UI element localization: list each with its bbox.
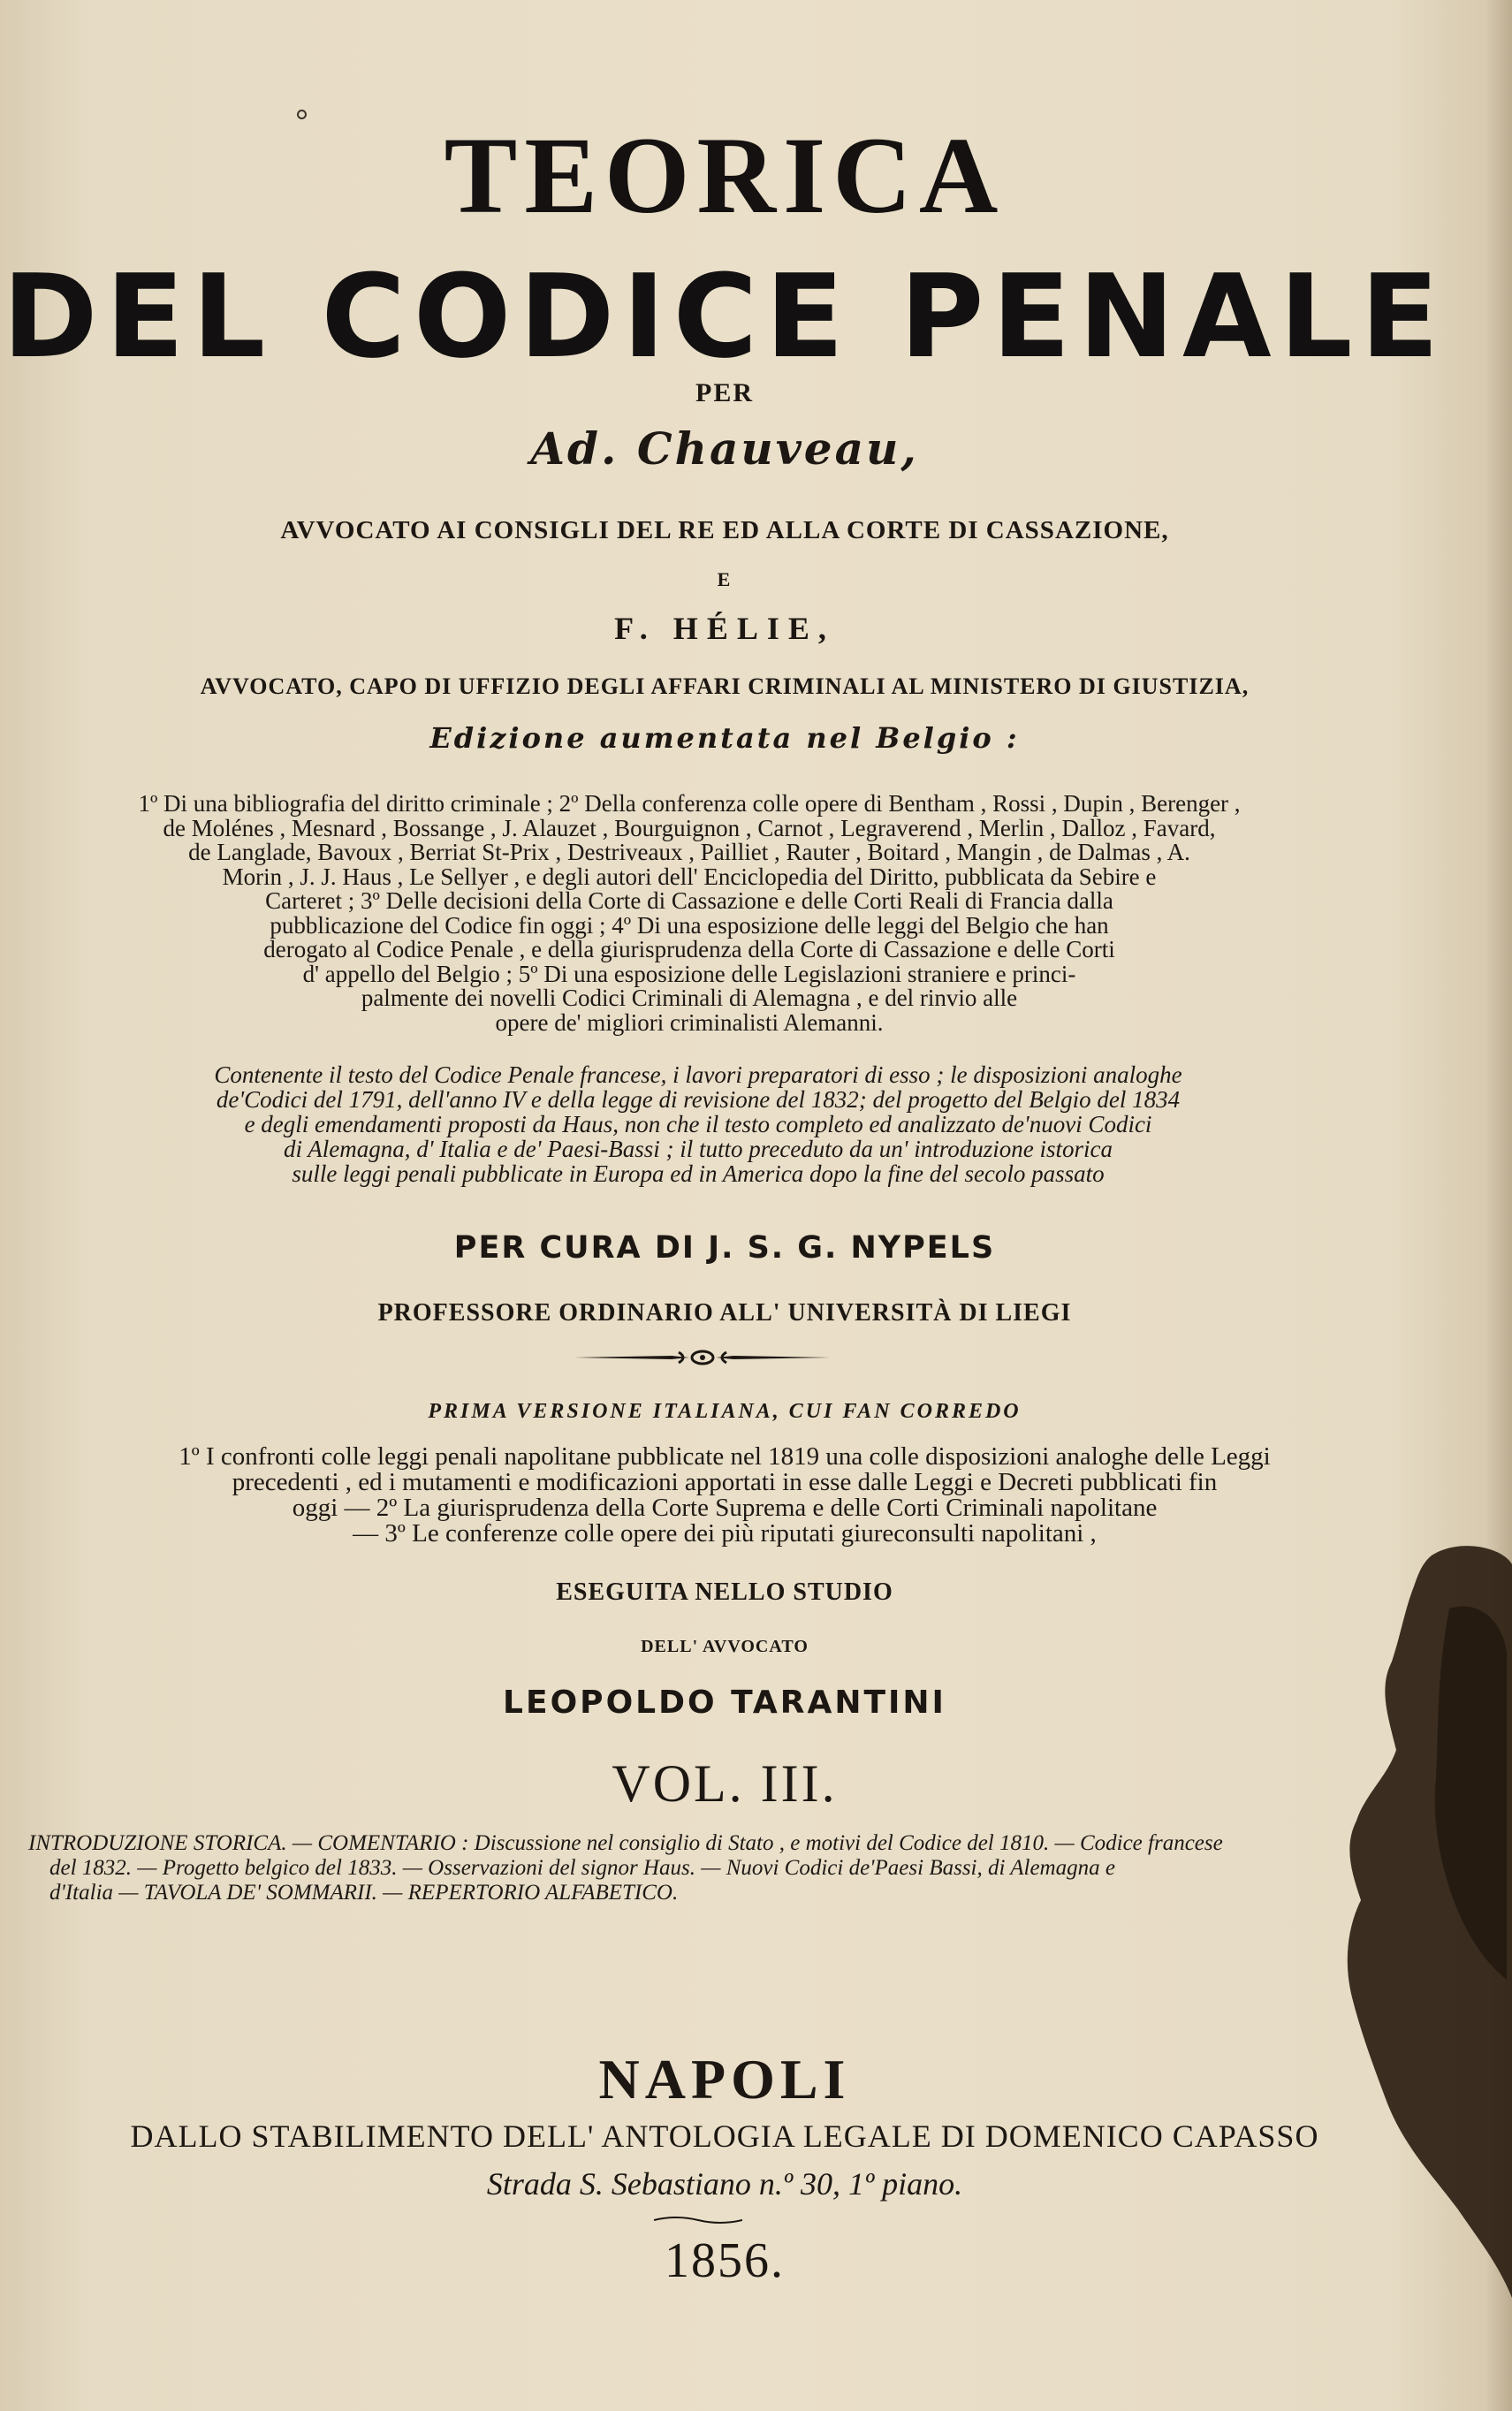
city-name: NAPOLI — [598, 2048, 851, 2111]
volume-number: VOL. III. — [612, 1754, 838, 1813]
additions-line: palmente dei novelli Codici Criminali di Alemagna , e del rinvio alle — [361, 985, 1018, 1011]
title-line-2: DEL CODICE PENALE — [2, 249, 1447, 384]
contents-line: Contenente il testo del Codice Penale francese, i lavori preparatori di esso ; le disposizioni analoghe — [214, 1061, 1182, 1088]
additions-line: opere de' migliori criminalisti Alemanni. — [495, 1008, 884, 1036]
corredo-paragraph — [88, 1444, 1361, 1547]
contents-line: sulle leggi penali pubblicate in Europa ed in America dopo la fine del secolo passato — [292, 1160, 1105, 1187]
editor-line: PER CURA DI J. S. G. NYPELS — [453, 1230, 996, 1266]
dell-avvocato-label: DELL' AVVOCATO — [641, 1637, 809, 1656]
edition-note: Edizione aumentata nel Belgio : — [429, 721, 1020, 755]
author-2: F. HÉLIE, — [614, 611, 835, 646]
additions-line: Morin , J. J. Haus , Le Sellyer , e degli autori dell' Enciclopedia del Diritto, pubblicata da Sebire e — [222, 863, 1157, 890]
author-1-role: AVVOCATO AI CONSIGLI DEL RE ED ALLA CORTE DI CASSAZIONE, — [280, 516, 1169, 544]
italian-version-heading: PRIMA VERSIONE ITALIANA, CUI FAN CORREDO — [428, 1400, 1022, 1423]
additions-line: Carteret ; 3º Delle decisioni della Corte di Cassazione e delle Corti Reali di Francia dalla — [265, 887, 1113, 914]
volume-contents-line: del 1832. — Progetto belgico del 1833. — Osservazioni del signor Haus. — Nuovi Codici de'Paesi Bassi, di Alemagna e — [49, 1856, 1115, 1880]
author-1: Ad. Chauveau, — [530, 422, 919, 475]
executed-note: ESEGUITA NELLO STUDIO — [556, 1578, 893, 1606]
contents-paragraph — [97, 1062, 1299, 1186]
small-rule — [654, 2215, 742, 2225]
contents-line: e degli emendamenti proposti da Haus, non che il testo completo ed analizzato de'nuovi Codici — [244, 1111, 1152, 1137]
corredo-line: — 3º Le conferenze colle opere dei più riputati giureconsulti napolitani , — [353, 1519, 1097, 1548]
additions-line: pubblicazione del Codice fin oggi ; 4º Di una esposizione delle leggi del Belgio che han — [270, 911, 1109, 939]
additions-line: 1º Di una bibliografia del diritto criminale ; 2º Della conferenza colle opere di Bentham , Rossi , Dupin , Berenger , — [138, 790, 1241, 817]
publication-year: 1856. — [665, 2233, 785, 2288]
additions-line: d' appello del Belgio ; 5º Di una esposizione delle Legislazioni straniere e princi- — [302, 960, 1076, 987]
author-2-role: AVVOCATO, CAPO DI UFFIZIO DEGLI AFFARI CRIMINALI AL MINISTERO DI GIUSTIZIA, — [200, 673, 1250, 699]
water-stain — [1326, 1538, 1512, 2298]
contents-line: di Alemagna, d' Italia e de' Paesi-Bassi ; il tutto preceduto da un' introduzione istorica — [284, 1136, 1113, 1162]
volume-contents-line: d'Italia — TAVOLA DE' SOMMARII. — REPERTORIO ALFABETICO. — [49, 1881, 679, 1905]
translator-name: LEOPOLDO TARANTINI — [503, 1685, 946, 1721]
additions-line: de Langlade, Bavoux , Berriat St-Prix , Destriveaux , Pailliet , Rauter , Boitard , Mangin , de Dalmas , A. — [188, 839, 1190, 865]
additions-line: derogato al Codice Penale , e della giurisprudenza della Corte di Cassazione e delle Corti — [263, 936, 1115, 962]
additions-paragraph — [35, 792, 1343, 1035]
corredo-line: precedenti , ed i mutamenti e modificazioni apportati in esse dalle Leggi e Decreti pubblicati fin — [232, 1468, 1218, 1496]
corredo-line: oggi — 2º La giurisprudenza della Corte Suprema e delle Corti Criminali napolitane — [292, 1494, 1158, 1522]
address: Strada S. Sebastiano n.º 30, 1º piano. — [486, 2166, 963, 2202]
ornament-divider — [574, 1343, 831, 1372]
corredo-line: 1º I confronti colle leggi penali napolitane pubblicate nel 1819 una colle disposizioni analoghe delle Leggi — [179, 1442, 1271, 1471]
title-line-1: TEORICA — [444, 115, 1006, 236]
volume-contents-line: INTRODUZIONE STORICA. — COMENTARIO : Discussione nel consiglio di Stato , e motivi del Codice del 1810. — Codice francese — [28, 1831, 1223, 1855]
conjunction: E — [717, 568, 733, 590]
per-label: PER — [695, 378, 754, 407]
editor-role: PROFESSORE ORDINARIO ALL' UNIVERSITÀ DI LIEGI — [377, 1299, 1072, 1327]
publisher: DALLO STABILIMENTO DELL' ANTOLOGIA LEGALE DI DOMENICO CAPASSO — [130, 2118, 1319, 2154]
additions-line: de Molénes , Mesnard , Bossange , J. Alauzet , Bourguignon , Carnot , Legraverend , Merlin , Dalloz , Favard, — [163, 814, 1216, 841]
volume-contents — [28, 1831, 1380, 1905]
contents-line: de'Codici del 1791, dell'anno IV e della legge di revisione del 1832; del progetto del Belgio del 1834 — [216, 1086, 1181, 1113]
